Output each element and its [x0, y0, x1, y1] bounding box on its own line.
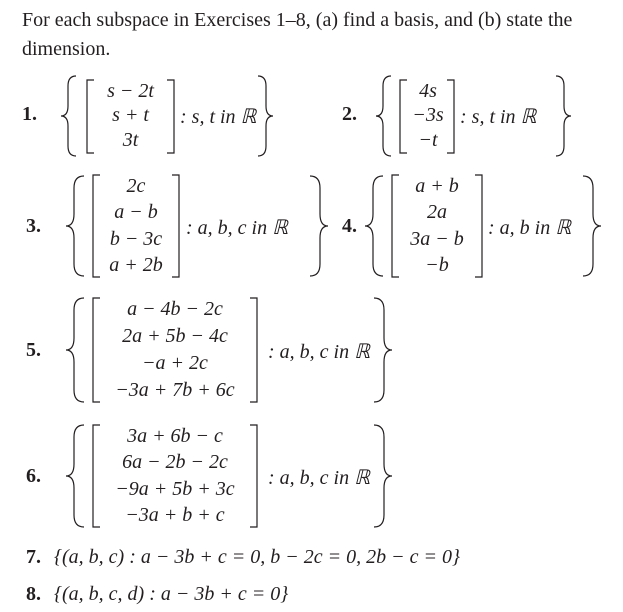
exercise-number: 6.: [26, 465, 41, 487]
set-definition: {(a, b, c) : a − 3b + c = 0, b − 2c = 0, 2b − c = 0}: [54, 546, 460, 568]
matrix-entry: s + t: [112, 104, 149, 126]
matrix-entry: a + 2b: [109, 254, 163, 276]
matrix-entry: s − 2t: [107, 80, 154, 102]
exercise-number: 2.: [342, 103, 357, 125]
matrix-entry: −t: [418, 129, 438, 151]
exercise-number: 7.: [26, 546, 41, 568]
matrix-entry: a − 4b − 2c: [127, 298, 223, 320]
matrix-brackets: [0, 0, 1, 1]
exercise-number: 1.: [22, 103, 37, 125]
matrix-entry: −a + 2c: [142, 352, 208, 374]
matrix-entry: −9a + 5b + 3c: [115, 478, 235, 500]
matrix-entry: 3a + 6b − c: [127, 425, 223, 447]
instructions-text: For each subspace in Exercises 1–8, (a) find a basis, and (b) state the dimension.: [22, 9, 573, 60]
matrix-entry: a − b: [114, 201, 158, 223]
exercise-number: 5.: [26, 339, 41, 361]
set-condition: : a, b, c in ℝ: [268, 341, 370, 363]
set-condition: : s, t in ℝ: [460, 106, 537, 128]
set-definition: {(a, b, c, d) : a − 3b + c = 0}: [54, 583, 289, 605]
set-condition: : a, b in ℝ: [488, 217, 572, 239]
set-condition: : a, b, c in ℝ: [268, 467, 370, 489]
exercise-number: 8.: [26, 583, 41, 605]
matrix-entry: −3a + b + c: [125, 504, 225, 526]
matrix-entry: 3t: [122, 129, 139, 151]
matrix-entry: a + b: [415, 175, 459, 197]
set-condition: : a, b, c in ℝ: [186, 217, 288, 239]
matrix-entry: −b: [425, 254, 449, 276]
matrix-entry: 6a − 2b − 2c: [122, 451, 228, 473]
matrix-entry: −3a + 7b + 6c: [115, 379, 235, 401]
matrix-entry: 3a − b: [410, 228, 464, 250]
exercise-number: 3.: [26, 215, 41, 237]
matrix-entry: 2a: [427, 201, 447, 223]
matrix-entry: 2c: [126, 175, 146, 197]
set-condition: : s, t in ℝ: [180, 106, 257, 128]
matrix-entry: b − 3c: [109, 228, 163, 250]
exercise-number: 4.: [342, 215, 357, 237]
matrix-entry: 2a + 5b − 4c: [122, 325, 228, 347]
matrix-entry: −3s: [412, 104, 444, 126]
matrix-entry: 4s: [419, 80, 437, 102]
